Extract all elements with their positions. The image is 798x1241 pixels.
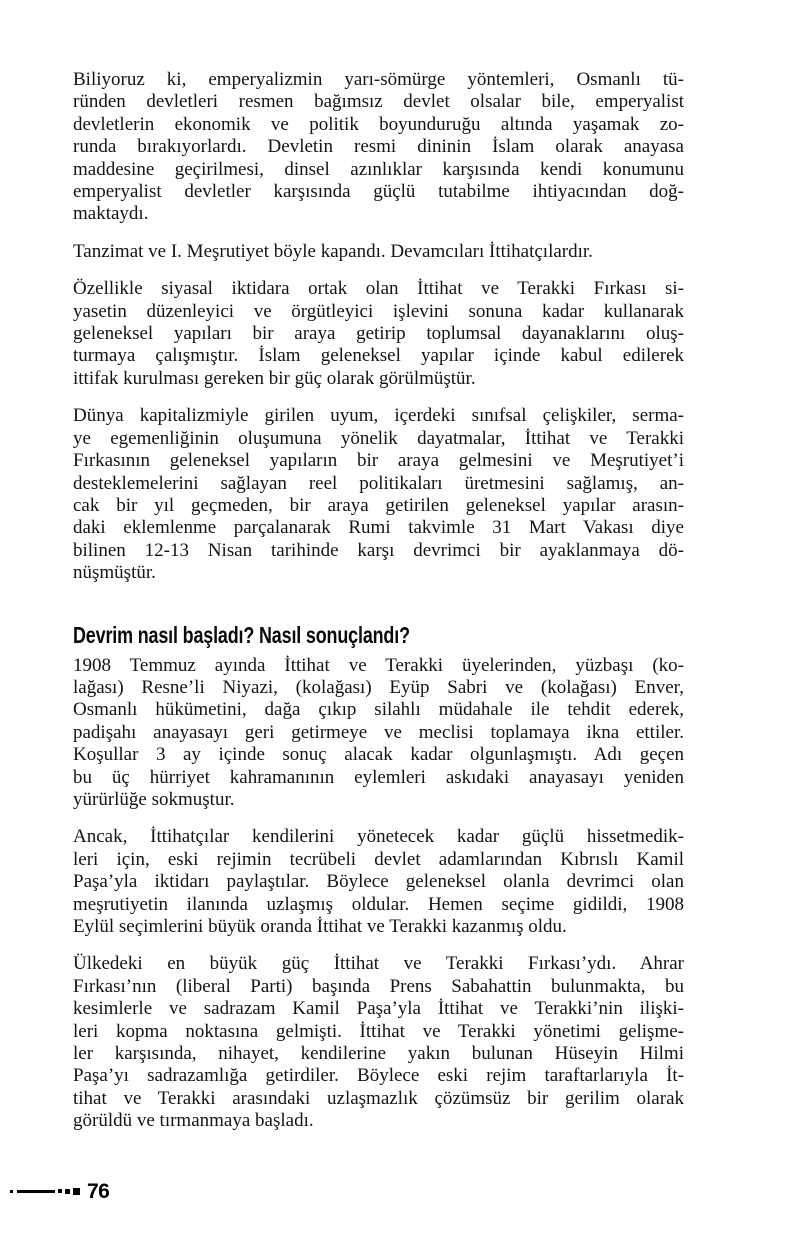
text-line: maktaydı. — [73, 203, 149, 225]
text-line: ye egemenliğinin oluşumuna yönelik dayatmalar, İttihat ve Terakki — [73, 427, 684, 449]
text-line: yasetin düzenleyici ve örgütleyici işlevini sonuna kadar kullanarak — [73, 300, 684, 322]
text-line: ittifak kurulması gereken bir güç olarak görülmüştür. — [73, 367, 476, 389]
section-heading — [73, 622, 684, 648]
text-line: ler karşısında, nihayet, kendilerine yakın bulunan Hüseyin Hilmi — [73, 1043, 684, 1065]
text-line: leri kopma noktasına gelmişti. İttihat ve Terakki yönetimi gelişme- — [73, 1020, 684, 1042]
text-line: tihat ve Terakki arasındaki uzlaşmazlık çözümsüz bir gerilim olarak — [73, 1087, 684, 1109]
text-line: Tanzimat ve I. Meşrutiyet böyle kapandı. Devamcıları İttihatçılardır. — [73, 240, 593, 262]
text-line: turmaya çalışmıştır. İslam geleneksel yapılar içinde kabul edilerek — [73, 345, 684, 367]
paragraph — [73, 241, 684, 263]
page-footer — [10, 1180, 109, 1202]
text-line: runda bırakıyorlardı. Devletin resmi dininin İslam olarak anayasa — [73, 136, 684, 158]
text-line: Biliyoruz ki, emperyalizmin yarı-sömürge yöntemleri, Osmanlı tü- — [73, 69, 684, 90]
section-heading-text: Devrim nasıl başladı? Nasıl sonuçlandı? — [73, 621, 410, 648]
text-line: Fırkası’nın (liberal Parti) başında Prens Sabahattin bulunmakta, bu — [73, 975, 684, 997]
text-line: meşrutiyetin ilanında uzlaşmış oldular. Hemen seçime gidildi, 1908 — [73, 893, 684, 915]
text-line: maddesine geçirilmesi, dinsel azınlıklar karşısında kendi konumunu — [73, 158, 684, 180]
text-line: görüldü ve tırmanmaya başladı. — [73, 1110, 314, 1132]
text-line: daki eklemlenme parçalanarak Rumi takvimle 31 Mart Vakası diye — [73, 517, 684, 539]
text-line: geleneksel yapıları bir araya getirip toplumsal dayanaklarını oluş- — [73, 323, 684, 345]
text-line: bu üç hürriyet kahramanının eylemleri askıdaki anayasayı yeniden — [73, 766, 684, 788]
paragraph — [73, 278, 684, 390]
text-line: Osmanlı hükümetini, dağa çıkıp silahlı müdahale ile tehdit ederek, — [73, 699, 684, 721]
footer-square-ornament — [65, 1189, 70, 1194]
text-line: nüşmüştür. — [73, 562, 156, 584]
text-line: Ancak, İttihatçılar kendilerini yönetecek kadar güçlü hissetmedik- — [73, 826, 684, 848]
text-line: bilinen 12-13 Nisan tarihinde karşı devrimci bir ayaklanmaya dö- — [73, 539, 684, 561]
text-line: Dünya kapitalizmiyle girilen uyum, içerdeki sınıfsal çelişkiler, serma- — [73, 405, 684, 427]
paragraph — [73, 405, 684, 584]
text-line: Fırkasının geleneksel yapıların bir araya gelmesini ve Meşrutiyet’i — [73, 450, 684, 472]
paragraph — [73, 953, 684, 1132]
text-line: kesimlerle ve sadrazam Kamil Paşa’yla İttihat ve Terakki’nin ilişki- — [73, 998, 684, 1020]
paragraph — [73, 826, 684, 938]
text-line: leri için, eski rejimin tecrübeli devlet adamlarından Kıbrıslı Kamil — [73, 848, 684, 870]
text-line: yürürlüğe sokmuştur. — [73, 788, 235, 810]
text-line: padişahı anayasayı geri getirmeye ve meclisi toplamaya ikna ettiler. — [73, 721, 684, 743]
text-line: Paşa’yla iktidarı paylaştılar. Böylece geleneksel olanla devrimci olan — [73, 871, 684, 893]
text-line: desteklemelerini sağlayan reel politikaları üretmesini sağlamış, an- — [73, 472, 684, 494]
footer-square-ornament — [58, 1189, 62, 1193]
footer-square-ornament — [73, 1188, 80, 1195]
paragraph — [73, 655, 684, 812]
text-line: lağası) Resne’li Niyazi, (kolağası) Eyüp Sabri ve (kolağası) Enver, — [73, 676, 684, 698]
footer-dot-ornament — [10, 1190, 13, 1193]
text-line: ründen devletleri resmen bağımsız devlet olsalar bile, emperyalist — [73, 91, 684, 113]
text-line: Eylül seçimlerini büyük oranda İttihat ve Terakki kazanmış oldu. — [73, 916, 567, 937]
text-line: Özellikle siyasal iktidara ortak olan İttihat ve Terakki Fırkası si- — [73, 278, 684, 300]
text-line: Ülkedeki en büyük güç İttihat ve Terakki Fırkası’ydı. Ahrar — [73, 953, 684, 975]
text-line: Paşa’yı sadrazamlığa getirdiler. Böylece eski rejim taraftarlarıyla İt- — [73, 1065, 684, 1087]
paragraph — [73, 69, 684, 226]
page-number: 76 — [87, 1179, 110, 1203]
text-line: devletlerin ekonomik ve politik boyunduruğu altında yaşamak zo- — [73, 113, 684, 135]
text-line: emperyalist devletler karşısında güçlü tutabilme ihtiyacından doğ- — [73, 181, 684, 203]
text-line: cak bir yıl geçmeden, bir araya getirilen geleneksel yapılar arasın- — [73, 494, 684, 516]
text-line: Koşullar 3 ay içinde sonuç alacak kadar olgunlaşmıştı. Adı geçen — [73, 744, 684, 766]
text-line: 1908 Temmuz ayında İttihat ve Terakki üyelerinden, yüzbaşı (ko- — [73, 654, 684, 676]
text-block — [73, 69, 684, 1148]
footer-rule-ornament — [17, 1190, 55, 1193]
